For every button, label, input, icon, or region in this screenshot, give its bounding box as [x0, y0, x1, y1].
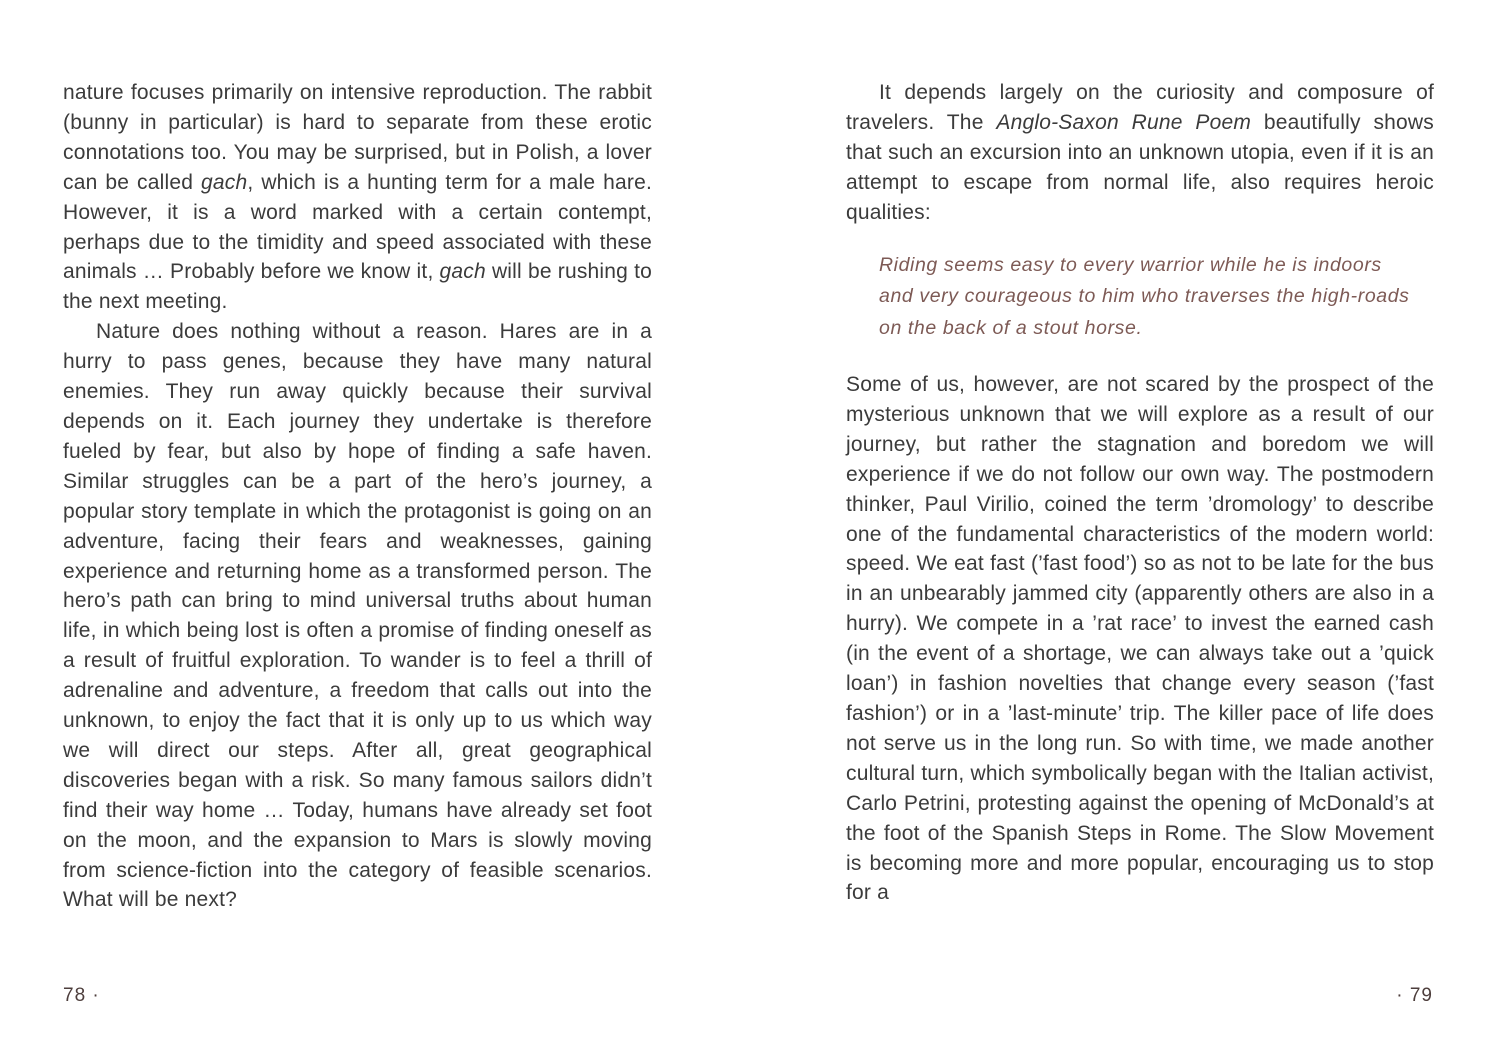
paragraph: [846, 370, 1434, 908]
quote-line: on the back of a stout horse.: [879, 316, 1143, 339]
blockquote: [879, 250, 1420, 345]
text-run: , which is a hunting term for a male hare. However, it is a word marked with a certain contempt, perhaps due to the timidity and speed associated with these animals … Probably before we know it,: [63, 170, 653, 284]
text-run: Nature does nothing without a reason. Hares are in a hurry to pass genes, because they have many natural enemies. They run away quickly because their survival depends on it. Each journey they undertake is therefore fueled by fear, but also by hope of finding a safe haven. Similar struggles can be a part of the hero’s journey, a popular story template in which the protagonist is going on an adventure, facing their fears and weaknesses, gaining experience and returning home as a transformed person. The hero’s path can bring to mind universal truths about human life, in which being lost is often a promise of finding oneself as a result of fruitful exploration. To wander is to feel a thrill of adrenaline and adventure, a freedom that calls out into the unknown, to enjoy the fact that it is only up to us which way we will direct our steps. After all, great geographical discoveries began with a risk. So many famous sailors didn’t find their way home … Today, humans have already set foot on the moon, and the expansion to Mars is slowly moving from science-fiction into the category of feasible scenarios. What will be next?: [63, 320, 652, 912]
page-right: [750, 0, 1500, 1037]
text-run: It depends largely on the curiosity and composure of travelers. The: [846, 81, 1434, 134]
page-right-text-block: [846, 78, 1434, 908]
italic-text-run: gach: [439, 260, 486, 284]
page-left-footer: [63, 985, 100, 1007]
text-run: nature focuses primarily on intensive reproduction. The rabbit (bunny in particular) is hard to separate from these erotic connotations too. You may be surprised, but in Polish, a lover can be called: [63, 81, 652, 194]
page-number-left: 78 ·: [63, 985, 100, 1006]
page-number-right: · 79: [1396, 985, 1433, 1006]
paragraph: [63, 317, 652, 915]
quote-line: Riding seems easy to every warrior while he is indoors: [879, 253, 1382, 276]
quote-line: and very courageous to him who traverses the high-roads: [879, 285, 1410, 308]
italic-text-run: Anglo-Saxon Rune Poem: [996, 110, 1252, 134]
text-run: will be rushing to the next meeting.: [63, 260, 652, 314]
italic-text-run: gach: [201, 170, 248, 194]
text-run: beautifully shows that such an excursion into an unknown utopia, even if it is an attempt to escape from normal life, also requires heroic qualities:: [846, 110, 1434, 224]
paragraph: [846, 78, 1434, 228]
page-right-footer: [1396, 985, 1433, 1007]
page-left-text-block: [63, 78, 652, 915]
paragraph: [63, 78, 652, 317]
text-run: Some of us, however, are not scared by the prospect of the mysterious unknown that we will explore as a result of our journey, but rather the stagnation and boredom we will experience if we do not follow our own way. The postmodern thinker, Paul Virilio, coined the term ’dromology’ to describe one of the fundamental characteristics of the modern world: speed. We eat fast (’fast food’) so as not to be late for the bus in an unbearably jammed city (apparently others are also in a hurry). We compete in a ’rat race’ to invest the earned cash (in the event of a shortage, we can always take out a ’quick loan’) in fashion novelties that change every season (’fast fashion’) or in a ’last-minute’ trip. The killer pace of life does not serve us in the long run. So with time, we made another cultural turn, which symbolically began with the Italian activist, Carlo Petrini, protesting against the opening of McDonald’s at the foot of the Spanish Steps in Rome. The Slow Movement is becoming more and more popular, encouraging us to stop for a: [846, 373, 1434, 905]
